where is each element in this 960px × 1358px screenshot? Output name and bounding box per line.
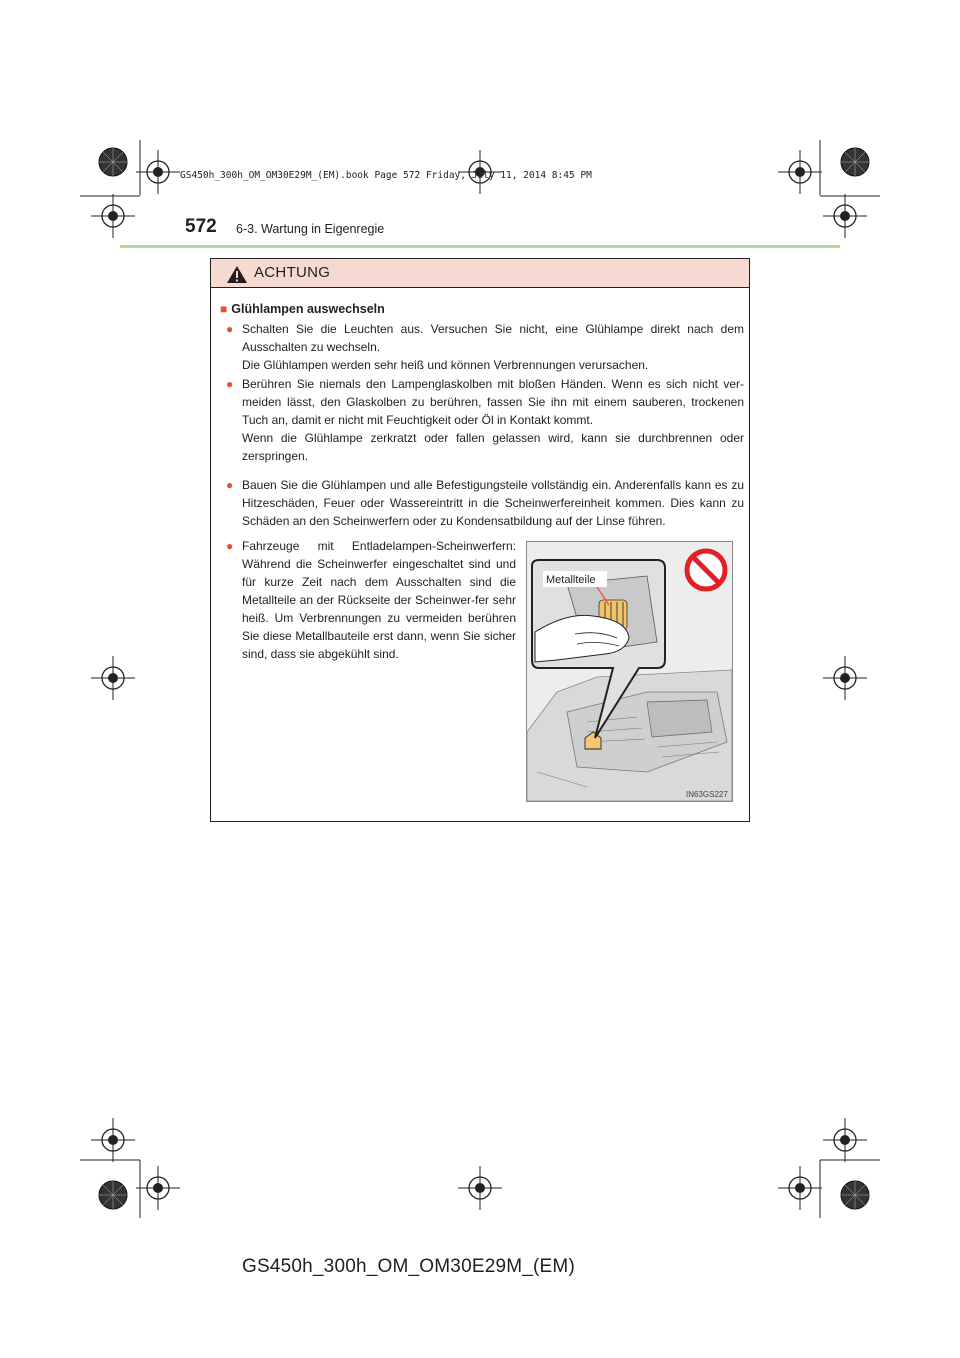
bullet-item [226, 320, 744, 374]
page-number: 572 [185, 216, 217, 237]
bullet-item [226, 375, 744, 465]
illustration-drawing [527, 542, 732, 801]
bullet-dot-icon: ● [226, 539, 234, 553]
subsection-title-text: Glühlampen auswechseln [231, 302, 385, 316]
warning-triangle-icon [226, 265, 248, 284]
bullet-dot-icon: ● [226, 322, 234, 336]
figure-callout-label: Metallteile [546, 574, 596, 586]
figure-code: IN63GS227 [686, 790, 728, 799]
no-entry-icon [687, 551, 725, 589]
bullet-item [226, 476, 744, 530]
header-rule [120, 245, 840, 248]
bullet-text: Fahrzeuge mit Entladelampen-Scheinwerfern: Während die Scheinwerfer eingeschaltet sind und für kurze Zeit nach dem Ausschalten sind die Metallteile an der Rückseite der Scheinwer-fer sehr heiß. Um Verbrennungen zu vermeiden berühren Sie diese Metallbauteile erst dann, wenn Sie sicher sind, dass sie abgekühlt sind. [242, 539, 516, 661]
engine-bay-illustration [526, 541, 733, 802]
bullet-dot-icon: ● [226, 377, 234, 391]
bullet-item [226, 537, 516, 663]
bullet-text: Berühren Sie niemals den Lampenglaskolben mit bloßen Händen. Wenn es sich nicht ver-meiden lässt, den Glaskolben zu berühren, fassen Sie ihn mit einem sauberen, trockenen Tuch an, damit er nicht mit Feuchtigkeit oder Öl in Kontakt kommt. [242, 377, 744, 427]
bullet-text-continued: Wenn die Glühlampe zerkratzt oder fallen gelassen wird, kann sie durchbrennen oder zerspringen. [242, 431, 744, 463]
subsection-title [220, 302, 385, 316]
book-file-line: GS450h_300h_OM_OM30E29M_(EM).book Page 572 Friday, July 11, 2014 8:45 PM [180, 170, 592, 181]
document-footer: GS450h_300h_OM_OM30E29M_(EM) [242, 1256, 575, 1277]
warning-label: ACHTUNG [254, 264, 331, 281]
bullet-text: Bauen Sie die Glühlampen und alle Befestigungsteile vollständig ein. Anderenfalls kann es zu Hitzeschäden, Feuer oder Wassereintritt in die Scheinwerfereinheit kommen. Dies kann zu Schäden an den Scheinwerfern oder zu Kondensatbildung auf der Linse führen. [242, 478, 744, 528]
bullet-text-continued: Die Glühlampen werden sehr heiß und können Verbrennungen verursachen. [242, 358, 649, 372]
bullet-dot-icon: ● [226, 478, 234, 492]
square-bullet-icon: ■ [220, 302, 228, 316]
bullet-text: Schalten Sie die Leuchten aus. Versuchen Sie nicht, eine Glühlampe direkt nach dem Ausschalten zu wechseln. [242, 322, 744, 354]
section-title: 6-3. Wartung in Eigenregie [236, 222, 385, 236]
